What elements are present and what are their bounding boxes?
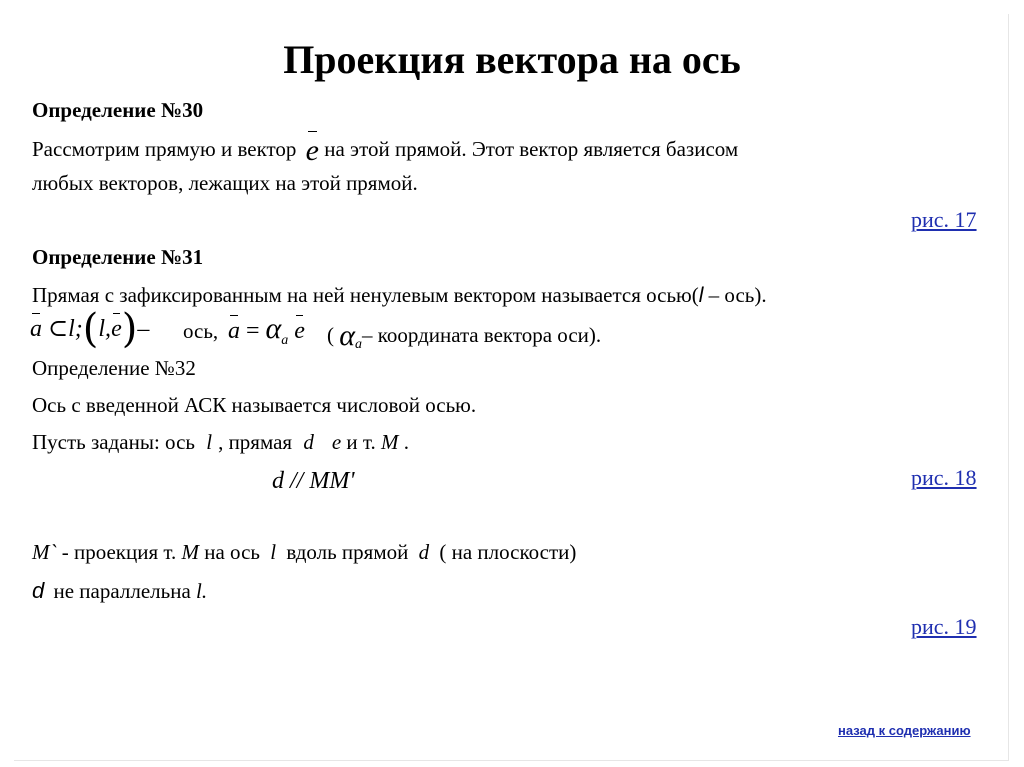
given-d: d bbox=[303, 430, 314, 454]
definition-30-text-b: на этой прямой. Этот вектор является базисом bbox=[324, 137, 739, 161]
given-text-c: и т. bbox=[346, 430, 376, 454]
projection-line-1 bbox=[32, 540, 576, 565]
definition-30-heading: Определение №30 bbox=[32, 98, 204, 122]
parallel-formula: d // MM' bbox=[272, 468, 355, 494]
given-text-b: , прямая bbox=[218, 430, 293, 454]
given-dot: . bbox=[403, 430, 410, 454]
definition-30-text-a: Рассмотрим прямую и вектор bbox=[32, 137, 297, 161]
projection-l2: l. bbox=[196, 579, 208, 603]
definition-31-line-1 bbox=[32, 283, 767, 308]
coordinate-formula bbox=[228, 312, 305, 349]
axis-word: ось, bbox=[183, 319, 219, 343]
slide-frame bbox=[14, 14, 1009, 761]
coordinate-formula-vector-e: e bbox=[294, 318, 305, 344]
given-e: e bbox=[331, 430, 342, 454]
projection-text-a: - проекция т. bbox=[61, 540, 177, 564]
projection-M: M bbox=[181, 540, 199, 564]
projection-l: l bbox=[270, 540, 277, 564]
page-title: Проекция вектора на ось bbox=[283, 37, 741, 82]
axis-definition-formula bbox=[30, 306, 149, 352]
coordinate-formula-sub: a bbox=[281, 333, 289, 348]
projection-d2: d bbox=[32, 578, 45, 603]
formula-subset: ⊂ bbox=[48, 316, 69, 342]
definition-30-line-1 bbox=[32, 134, 738, 168]
definition-30-line-2: любых векторов, лежащих на этой прямой. bbox=[32, 171, 418, 195]
given-M: M bbox=[381, 430, 399, 454]
figure-19-link[interactable]: рис. 19 bbox=[911, 614, 977, 639]
formula-vector-e: e bbox=[111, 316, 122, 342]
coordinate-text: – координатa вектора оси). bbox=[362, 323, 602, 347]
coordinate-formula-equals: = bbox=[246, 318, 260, 344]
projection-text-e: не параллельна bbox=[53, 579, 191, 603]
projection-text-d: ( на плоскости) bbox=[439, 540, 577, 564]
axis-l-symbol: l bbox=[698, 284, 704, 307]
coordinate-alpha: α bbox=[339, 319, 355, 352]
given-l: l bbox=[206, 430, 213, 454]
projection-text-c: вдоль прямой bbox=[286, 540, 409, 564]
projection-text-b: на ось bbox=[204, 540, 260, 564]
back-to-contents-link[interactable]: назад к содержанию bbox=[838, 723, 971, 738]
coordinate-formula-vector-a: a bbox=[228, 318, 240, 344]
projection-d: d bbox=[418, 540, 430, 564]
definition-32-line-2 bbox=[32, 430, 409, 455]
coordinate-note bbox=[327, 319, 601, 353]
formula-open-paren: ( bbox=[82, 306, 99, 352]
definition-31-text-a: Прямая с зафиксированным на ней ненулевым вектором называется осью( bbox=[32, 283, 699, 307]
coordinate-open-paren: ( bbox=[327, 323, 334, 347]
formula-vector-a: a bbox=[30, 316, 42, 342]
formula-dash: – bbox=[137, 316, 150, 342]
figure-18-link[interactable]: рис. 18 bbox=[911, 465, 977, 490]
formula-close-paren: ) bbox=[121, 306, 138, 352]
coordinate-formula-alpha: α bbox=[265, 312, 282, 345]
given-text-a: Пусть заданы: ось bbox=[32, 430, 195, 454]
projection-Mprime: M` bbox=[32, 540, 57, 564]
vector-e-symbol: e bbox=[305, 134, 319, 167]
definition-31-text-b: – ось). bbox=[703, 283, 767, 307]
definition-32-heading: Определение №32 bbox=[32, 356, 196, 380]
definition-31-heading: Определение №31 bbox=[32, 245, 204, 269]
definition-32-line-1: Ось с введенной АСК называется числовой осью. bbox=[32, 393, 477, 417]
coordinate-alpha-sub: a bbox=[355, 337, 362, 352]
formula-l2: l, bbox=[98, 316, 112, 342]
formula-l: l; bbox=[68, 316, 83, 342]
figure-17-link[interactable]: рис. 17 bbox=[911, 207, 977, 232]
projection-line-2 bbox=[32, 578, 207, 604]
